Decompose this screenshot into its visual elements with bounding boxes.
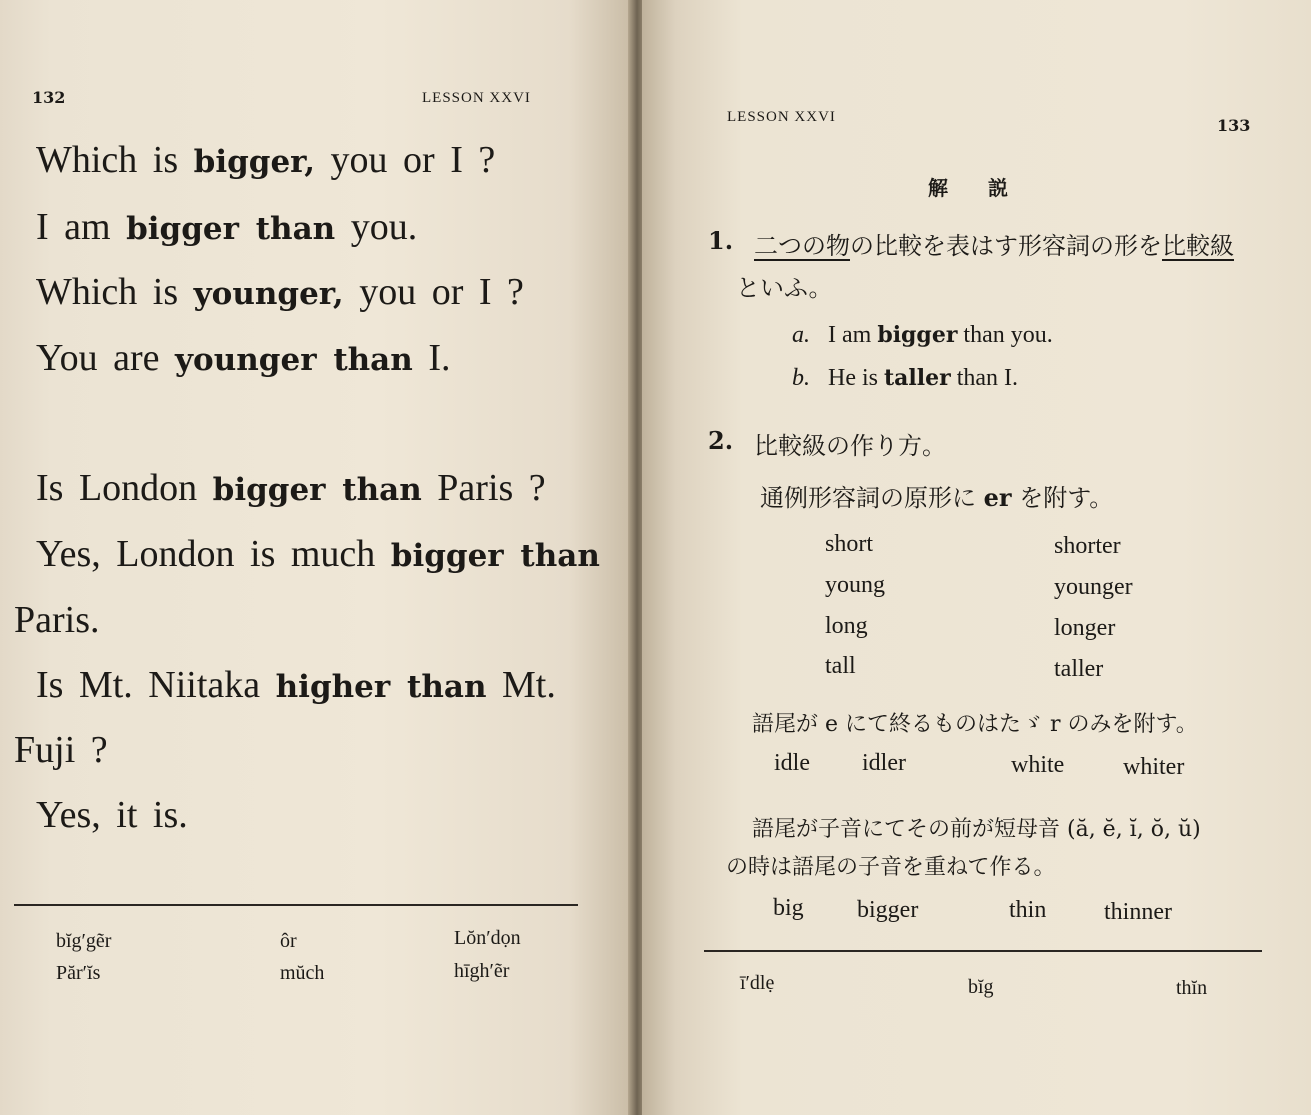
example-word: bigger: [857, 897, 919, 923]
word-pair-base: tall: [825, 653, 856, 679]
text-line: Yes, London is much bigger than: [36, 533, 600, 575]
running-head: LESSON XXVI: [727, 109, 836, 125]
text-line: Fuji ?: [14, 729, 108, 771]
rule-line: 語尾が e にて終るものはたゞ r のみを附す。: [752, 712, 1198, 737]
example-word: big: [773, 895, 804, 921]
rule-line: の時は語尾の子音を重ねて作る。: [726, 855, 1056, 880]
text-line: Which is bigger, you or I ?: [36, 139, 496, 181]
item-number: 2.: [708, 426, 734, 455]
word-pair-base: short: [825, 531, 873, 557]
text-line: Is London bigger than Paris ?: [36, 467, 546, 509]
word-pair-comparative: taller: [1054, 656, 1104, 682]
text-line: Which is younger, you or I ?: [36, 271, 524, 313]
word-pair-base: long: [825, 613, 868, 639]
example-line: a. I am bigger than you.: [792, 322, 1053, 348]
example-word: thinner: [1104, 899, 1172, 925]
definition-line: といふ。: [736, 274, 833, 302]
item-number: 1.: [708, 226, 734, 255]
word-pair-comparative: younger: [1054, 574, 1133, 600]
example-word: idle: [774, 750, 810, 776]
word-pair-comparative: longer: [1054, 615, 1116, 641]
right-page: [642, 0, 1311, 1115]
footnote-rule: [704, 950, 1262, 952]
page-number: 132: [32, 88, 66, 107]
page-number: 133: [1217, 116, 1251, 135]
text-line: Is Mt. Niitaka higher than Mt.: [36, 664, 556, 706]
pronunciation-word: Păr′ĭs: [56, 962, 101, 984]
word-pair-comparative: shorter: [1054, 533, 1121, 559]
pronunciation-word: Lŏn′dọn: [454, 927, 521, 949]
example-line: b. He is taller than I.: [792, 365, 1019, 391]
example-word: thin: [1009, 897, 1047, 923]
example-word: white: [1011, 752, 1065, 778]
rule-line: 語尾が子音にてその前が短母音 (ă, ĕ, ĭ, ŏ, ŭ): [752, 817, 1201, 842]
pronunciation-word: bĭg: [968, 976, 994, 998]
left-page: [0, 0, 632, 1115]
pronunciation-word: ôr: [280, 930, 297, 952]
text-line: Paris.: [14, 599, 100, 641]
example-word: whiter: [1123, 754, 1185, 780]
example-word: idler: [862, 750, 906, 776]
text-line: You are younger than I.: [36, 337, 451, 379]
pronunciation-word: mŭch: [280, 962, 325, 984]
pronunciation-word: ī′dlẹ: [740, 972, 775, 994]
text-line: Yes, it is.: [36, 794, 188, 836]
pronunciation-word: bĭg′gẽr: [56, 930, 112, 952]
pronunciation-word: thĭn: [1176, 977, 1208, 999]
rule-line: 通例形容詞の原形に er を附す。: [760, 483, 1114, 512]
text-line: I am bigger than you.: [36, 206, 418, 248]
item-title: 比較級の作り方。: [754, 432, 946, 460]
footnote-rule: [14, 904, 578, 906]
word-pair-base: young: [825, 572, 885, 598]
definition-line: 二つの物の比較を表はす形容詞の形を比較級: [754, 232, 1234, 260]
section-title: 解 説: [928, 176, 1008, 200]
pronunciation-word: hīgh′ẽr: [454, 960, 510, 982]
running-head: LESSON XXVI: [422, 90, 531, 106]
